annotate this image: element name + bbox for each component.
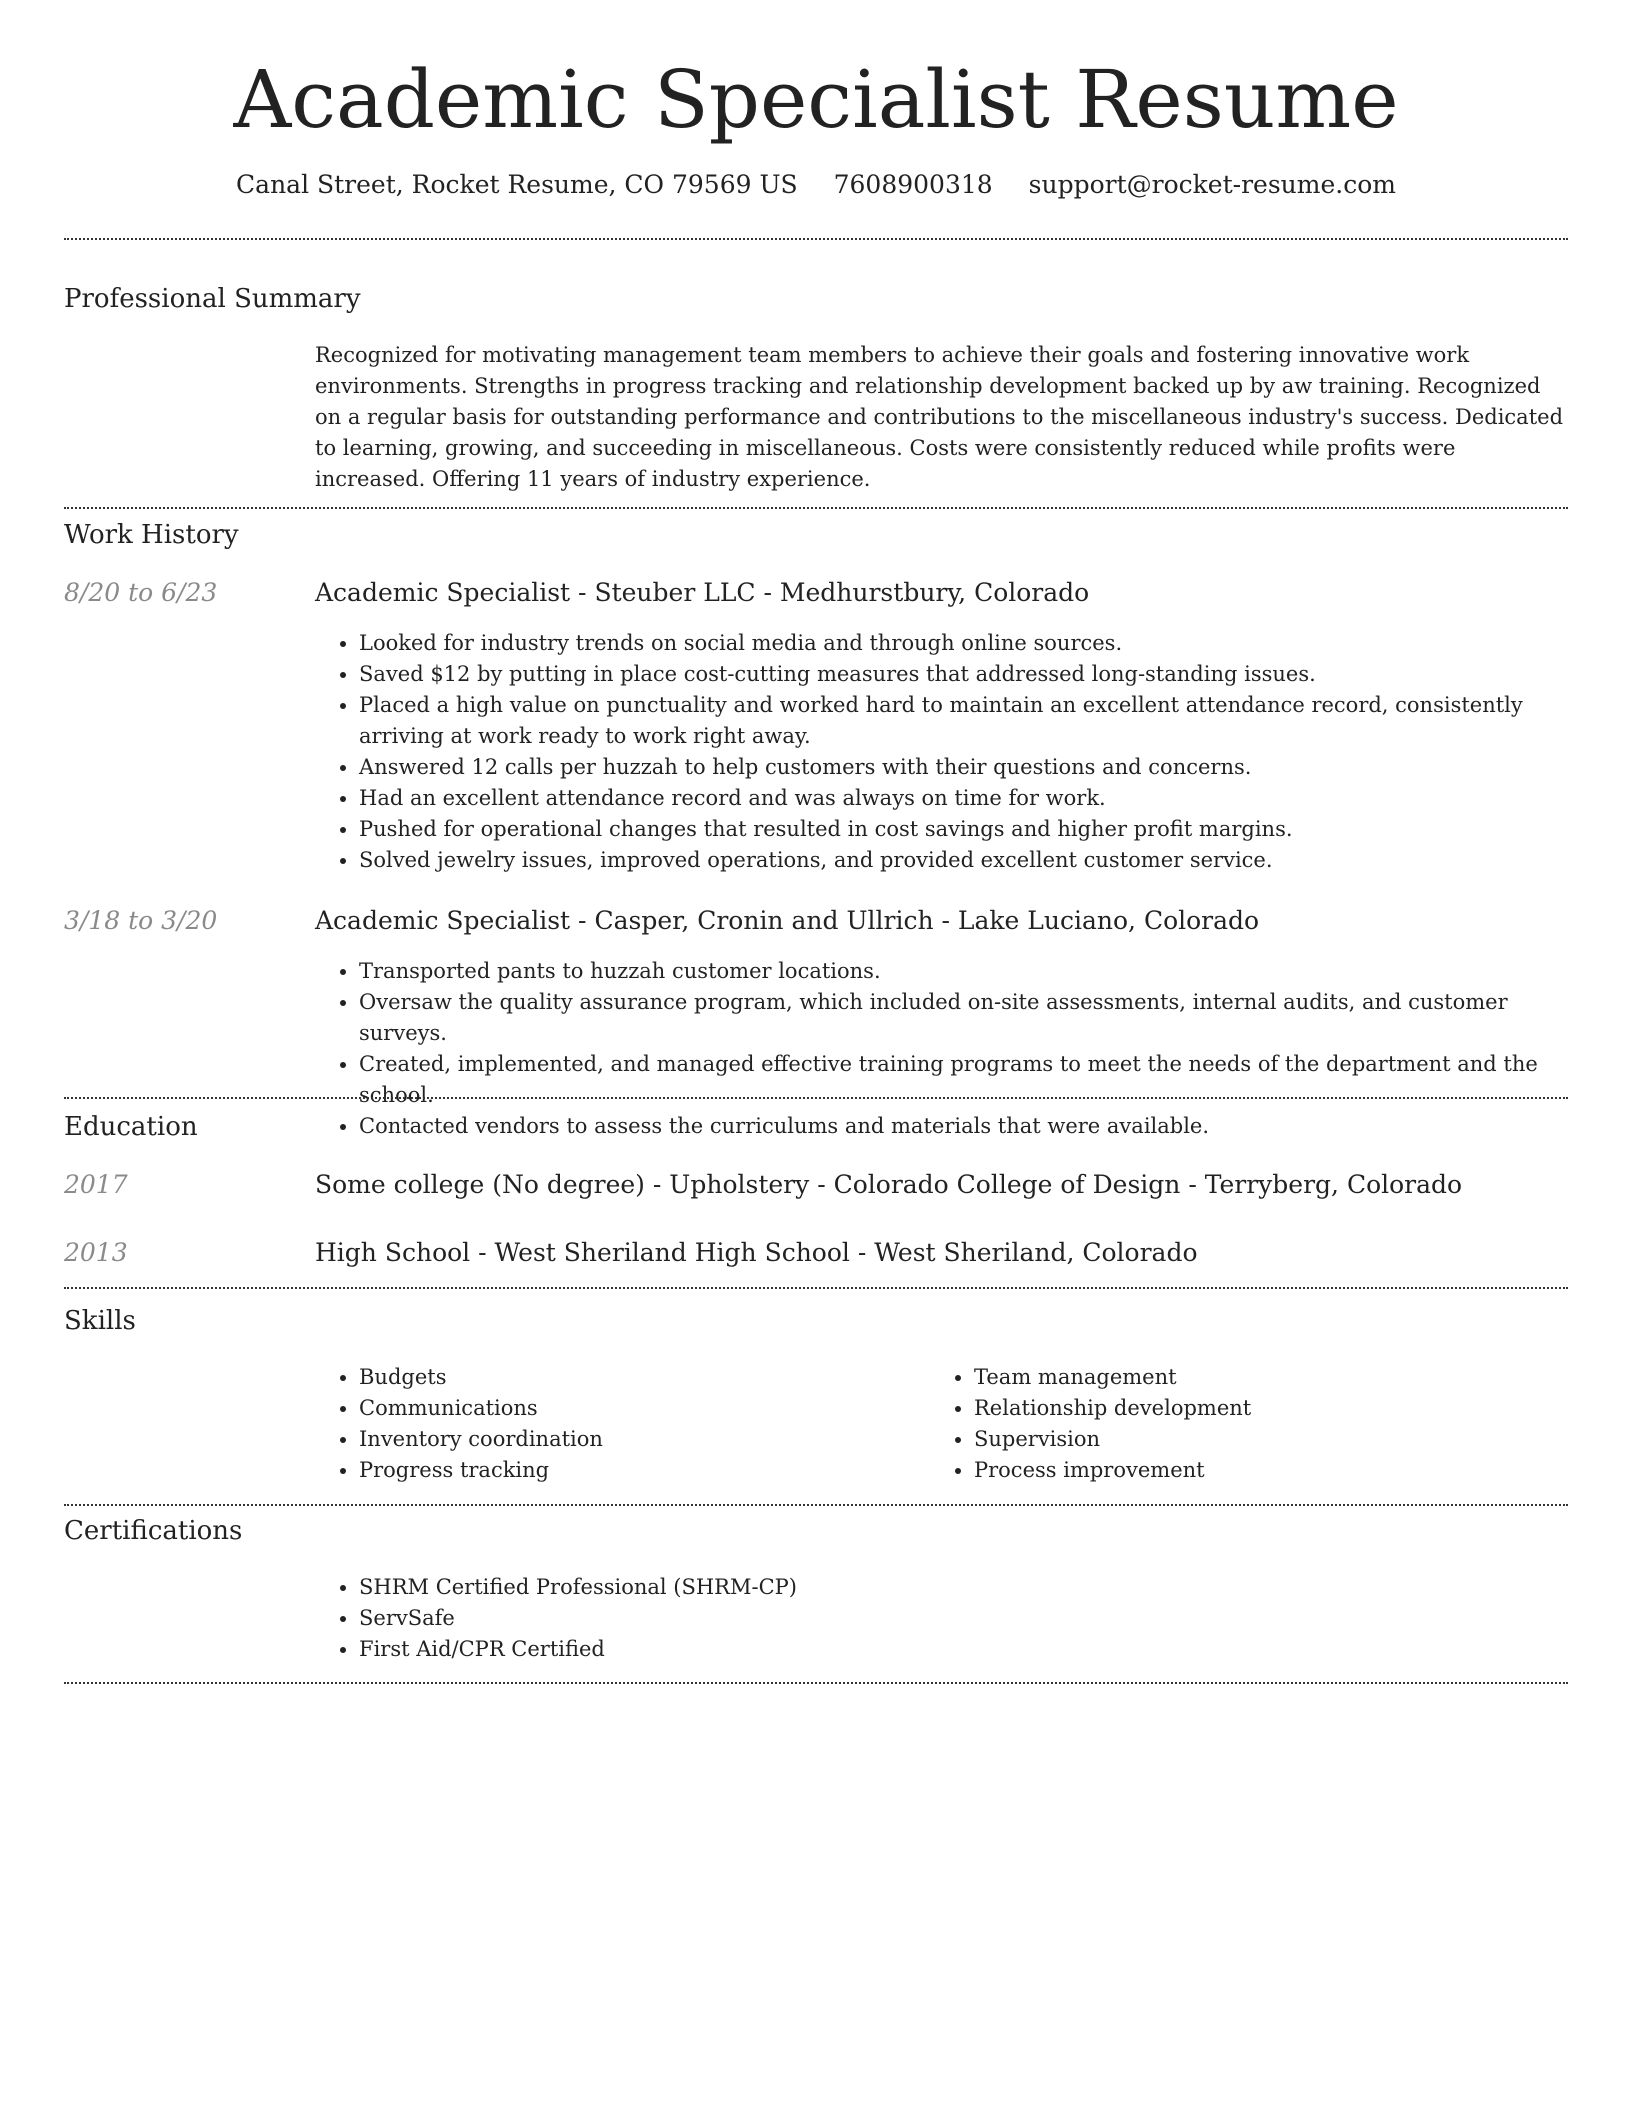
list-item: • SHRM Certified Professional (SHRM-CP) [359,1572,1568,1603]
job-dates: 3/18 to 3/20 [64,906,218,935]
list-item: • Solved jewelry issues, improved operations, and provided excellent customer service. [359,845,1568,876]
education-degree: Some college (No degree) - Upholstery [315,1170,810,1199]
list-item: • Process improvement [974,1455,1534,1486]
education-details: - West Sheriland High School - West Sheriland, Colorado [470,1238,1198,1267]
summary-heading: Professional Summary [64,284,361,314]
list-item: • Progress tracking [359,1455,919,1486]
education-year: 2013 [64,1238,128,1267]
section-divider [64,1504,1568,1506]
education-entry [315,1236,1198,1270]
section-divider [64,507,1568,509]
certifications-heading: Certifications [64,1516,243,1546]
list-item: • Answered 12 calls per huzzah to help customers with their questions and concerns. [359,752,1568,783]
list-item: • Placed a high value on punctuality and worked hard to maintain an excellent attendance record, consistently arriving at work ready to work right away. [359,690,1568,752]
education-year: 2017 [64,1170,128,1199]
work-history-heading: Work History [64,520,239,550]
list-item: • Had an excellent attendance record and was always on time for work. [359,783,1568,814]
list-item: • Inventory coordination [359,1424,919,1455]
list-item: • Relationship development [974,1393,1534,1424]
job-position: Academic Specialist [315,906,571,935]
job-details: - Casper, Cronin and Ullrich - Lake Luciano, Colorado [570,906,1260,935]
contact-address: Canal Street, Rocket Resume, CO 79569 US [236,170,798,199]
section-divider [64,238,1568,240]
list-item: • Budgets [359,1362,919,1393]
list-item: • Saved $12 by putting in place cost-cutting measures that addressed long-standing issues. [359,659,1568,690]
education-entry [315,1168,1462,1202]
job-bullets [315,628,1568,876]
certifications-list [315,1572,1568,1665]
job-details: - Steuber LLC - Medhurstbury, Colorado [570,578,1090,607]
job-title [315,904,1259,938]
contact-info [64,168,1568,202]
list-item: • Created, implemented, and managed effective training programs to meet the needs of the department and the school. [359,1049,1568,1111]
list-item: • Pushed for operational changes that resulted in cost savings and higher profit margins. [359,814,1568,845]
list-item: • Communications [359,1393,919,1424]
education-heading: Education [64,1112,198,1142]
resume-title: Academic Specialist Resume [233,53,1399,146]
skills-list-right [930,1362,1534,1486]
list-item: • Looked for industry trends on social media and through online sources. [359,628,1568,659]
job-position: Academic Specialist [315,578,571,607]
section-divider [64,1682,1568,1684]
summary-text: Recognized for motivating management team members to achieve their goals and fostering innovative work environments. Strengths in progress tracking and relationship development backed up by aw training. Recognized on a regular basis for outstanding performance and contributions to the miscellaneous industry's success. Dedicated to learning, growing, and succeeding in miscellaneous. Costs were consistently reduced while profits were increased. Offering 11 years of industry experience. [315,343,1564,491]
skills-list-left [315,1362,919,1486]
job-bullets [315,956,1568,1142]
list-item: • Team management [974,1362,1534,1393]
list-item: • Transported pants to huzzah customer locations. [359,956,1568,987]
education-degree: High School [315,1238,471,1267]
skills-heading: Skills [64,1306,136,1336]
section-divider [64,1287,1568,1289]
list-item: • Supervision [974,1424,1534,1455]
list-item: • ServSafe [359,1603,1568,1634]
list-item: • Oversaw the quality assurance program, which included on-site assessments, internal audits, and customer surveys. [359,987,1568,1049]
education-details: - Colorado College of Design - Terryberg, Colorado [809,1170,1463,1199]
job-dates: 8/20 to 6/23 [64,578,218,607]
section-divider [64,1097,1568,1099]
list-item: • First Aid/CPR Certified [359,1634,1568,1665]
contact-email: support@rocket-resume.com [1028,170,1396,199]
list-item: • Contacted vendors to assess the curriculums and materials that were available. [359,1111,1568,1142]
job-title [315,576,1089,610]
contact-phone: 7608900318 [833,170,993,199]
